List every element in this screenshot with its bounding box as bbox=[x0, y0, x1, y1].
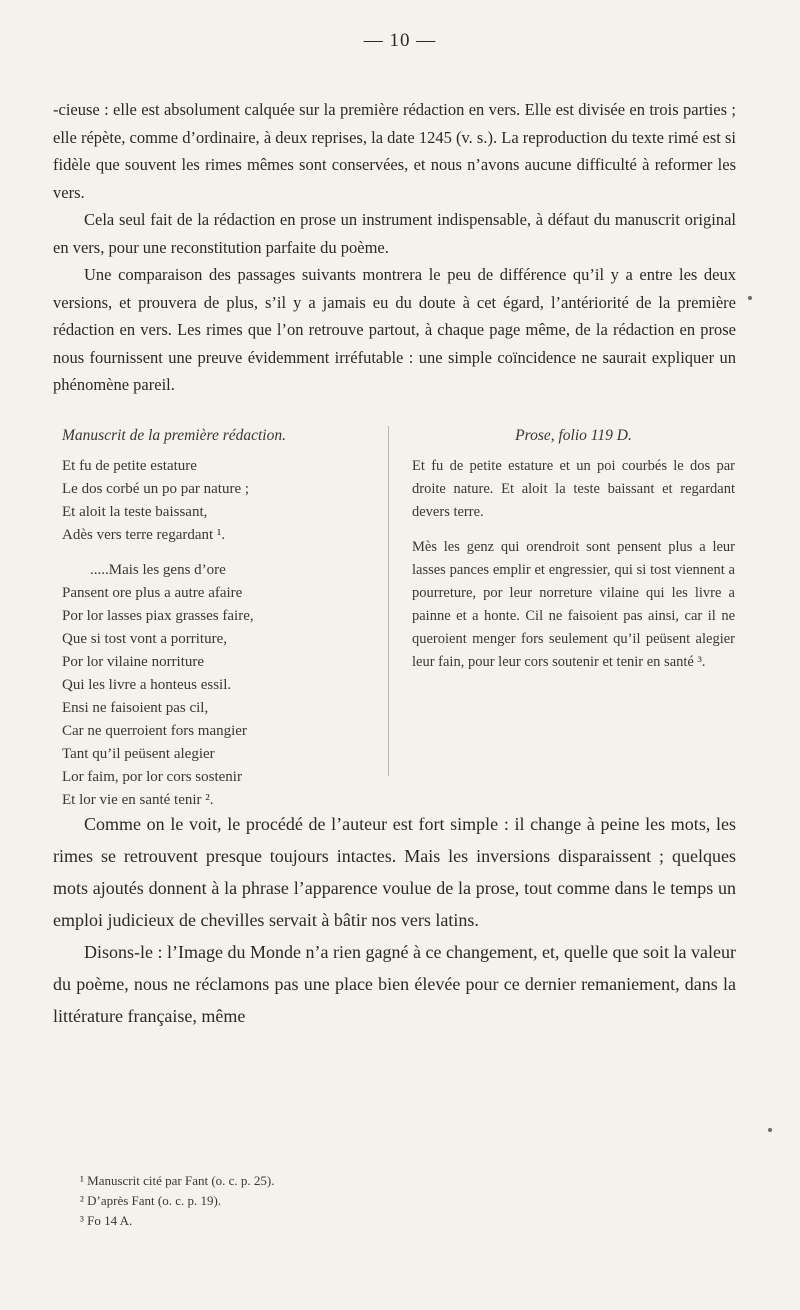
footnote: ¹ Manuscrit cité par Fant (o. c. p. 25). bbox=[80, 1173, 275, 1188]
prose-paragraph: Et fu de petite estature et un poi courbés le dos par droite nature. Et aloit la teste baissant et regardant devers terre. bbox=[412, 458, 735, 520]
footnotes bbox=[80, 1171, 680, 1231]
paper-speck bbox=[768, 1128, 772, 1132]
paragraph: Cela seul fait de la rédaction en prose un instrument indispensable, à défaut du manuscrit original en vers, pour une reconstitution parfaite du poème. bbox=[53, 210, 736, 257]
prose-column bbox=[412, 424, 735, 674]
verse-line: .....Mais les gens d’ore bbox=[90, 562, 226, 578]
verse-line: Pansent ore plus a autre afaire bbox=[62, 585, 243, 601]
verse-line: Ensi ne faisoient pas cil, bbox=[62, 700, 209, 716]
verse-line: Por lor lasses piax grasses faire, bbox=[62, 608, 254, 624]
verse-stanza-2 bbox=[62, 559, 358, 812]
verse-line: Car ne querroient fors mangier bbox=[62, 723, 247, 739]
paragraph-continuation: -cieuse : elle est absolument calquée sur la première rédaction en vers. Elle est divisée en trois parties ; elle répète, comme d’ordinaire, à deux reprises, la date 1245 (v. s.). La reproduction du texte rimé est si fidèle que souvent les rimes mêmes sont conservées, et nous n’avons aucune difficulté à reformer les vers. bbox=[53, 100, 736, 202]
bottom-text-block bbox=[53, 808, 736, 1032]
verse-line: Et fu de petite estature bbox=[62, 458, 197, 474]
paper-speck bbox=[748, 296, 752, 300]
verse-column-title: Manuscrit de la première rédaction. bbox=[62, 427, 286, 444]
verse-line: Qui les livre a honteus essil. bbox=[62, 677, 232, 693]
verse-stanza-1 bbox=[62, 455, 358, 547]
comparison-columns bbox=[62, 424, 735, 808]
verse-line: Et lor vie en santé tenir ². bbox=[62, 792, 214, 808]
footnote: ³ Fo 14 A. bbox=[80, 1213, 133, 1228]
prose-column-title: Prose, folio 119 D. bbox=[515, 427, 632, 444]
verse-line: Tant qu’il peüsent alegier bbox=[62, 746, 215, 762]
verse-line: Que si tost vont a porriture, bbox=[62, 631, 227, 647]
footnote: ² D’après Fant (o. c. p. 19). bbox=[80, 1193, 222, 1208]
page-number: — 10 — bbox=[363, 30, 437, 51]
prose-paragraph: Mès les genz qui orendroit sont pensent plus a leur lasses pances emplir et engressier, qui si tost viennent a pourreture, por leur norreture vilaine qui les livre a painne et a honte. Cil ne faisoient pas ainsi, car il ne queroient menger fors seulement qu’il peüsent alegier leur fain, pour leur cors soutenir et tenir en santé ³. bbox=[412, 539, 735, 670]
paragraph: Comme on le voit, le procédé de l’auteur est fort simple : il change à peine les mots, les rimes se retrouvent presque toujours intactes. Mais les inversions disparaissent ; quelques mots ajoutés donnent à la phrase l’apparence voulue de la prose, tout comme dans le temps un emploi judicieux de chevilles servait à bâtir nos vers latins. bbox=[53, 814, 736, 930]
verse-column bbox=[62, 424, 358, 812]
column-divider bbox=[388, 426, 389, 776]
paragraph: Disons-le : l’Image du Monde n’a rien gagné à ce changement, et, quelle que soit la valeur du poème, nous ne réclamons pas une place bien élevée pour ce dernier remaniement, dans la littérature française, même bbox=[53, 942, 736, 1026]
paragraph: Une comparaison des passages suivants montrera le peu de différence qu’il y a entre les deux versions, et prouvera de plus, s’il y a jamais eu du doute à cet égard, l’antériorité de la première rédaction en vers. Les rimes que l’on retrouve partout, à chaque page même, de la rédaction en prose nous fournissent une preuve évidemment irréfutable : une simple coïncidence ne saurait expliquer un phénomène pareil. bbox=[53, 265, 736, 394]
verse-line: Et aloit la teste baissant, bbox=[62, 504, 208, 520]
verse-line: Por lor vilaine norriture bbox=[62, 654, 205, 670]
top-text-block bbox=[53, 96, 736, 399]
verse-line: Le dos corbé un po par nature ; bbox=[62, 481, 250, 497]
verse-line: Lor faim, por lor cors sostenir bbox=[62, 769, 242, 785]
verse-line: Adès vers terre regardant ¹. bbox=[62, 527, 226, 543]
